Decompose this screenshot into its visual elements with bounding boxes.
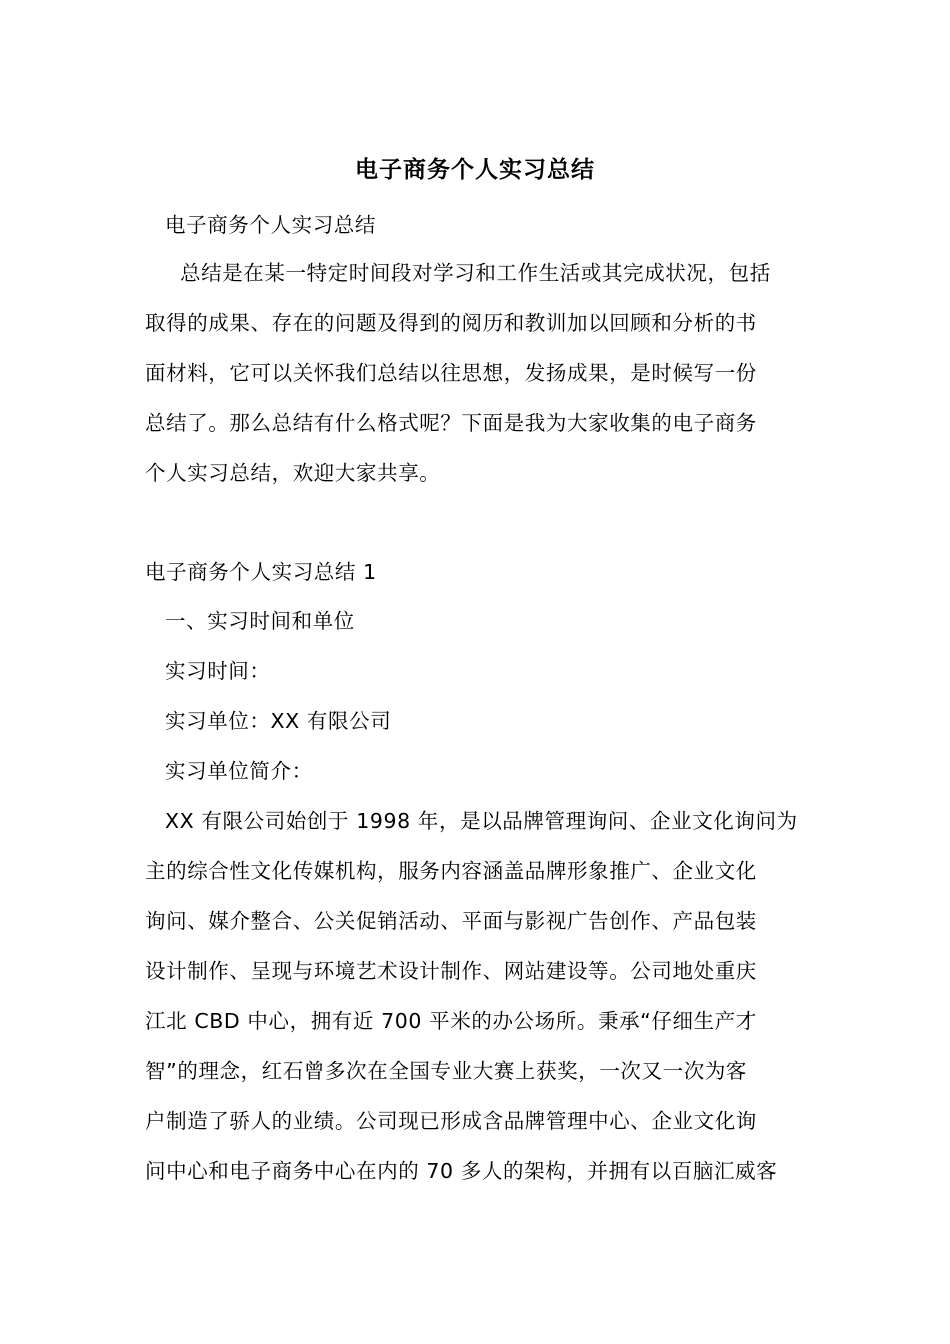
section-heading: 电子商务个人实习总结 1	[145, 560, 377, 584]
internship-time: 实习时间：	[165, 659, 271, 683]
intro-line: 个人实习总结，欢迎大家共享。	[145, 461, 441, 485]
intro-line: 总结了。那么总结有什么格式呢？下面是我为大家收集的电子商务	[145, 411, 757, 435]
body-line: 问中心和电子商务中心在内的 70 多人的架构，并拥有以百脑汇威客	[145, 1159, 778, 1183]
body-line: 智”的理念，红石曾多次在全国专业大赛上获奖，一次又一次为客	[145, 1059, 748, 1083]
body-line: 设计制作、呈现与环境艺术设计制作、网站建设等。公司地处重庆	[145, 959, 757, 983]
body-line: 主的综合性文化传媒机构，服务内容涵盖品牌形象推广、企业文化	[145, 859, 757, 883]
list-item-heading: 一、实习时间和单位	[165, 609, 355, 633]
body-line: 户制造了骄人的业绩。公司现已形成含品牌管理中心、企业文化询	[145, 1109, 757, 1133]
intro-line: 总结是在某一特定时间段对学习和工作生活或其完成状况，包括	[180, 261, 771, 285]
body-line: 江北 CBD 中心，拥有近 700 平米的办公场所。秉承“仔细生产才	[145, 1009, 757, 1033]
document-title: 电子商务个人实习总结	[355, 157, 595, 183]
body-line: 询问、媒介整合、公关促销活动、平面与影视广告创作、产品包装	[145, 909, 757, 933]
body-line: XX 有限公司始创于 1998 年，是以品牌管理询问、企业文化询问为	[165, 809, 798, 833]
intro-line: 取得的成果、存在的问题及得到的阅历和教训加以回顾和分析的书	[145, 311, 757, 335]
intro-line: 面材料，它可以关怀我们总结以往思想，发扬成果，是时候写一份	[145, 361, 757, 385]
unit-intro-label: 实习单位简介：	[165, 759, 313, 783]
internship-unit: 实习单位：XX 有限公司	[165, 709, 392, 733]
document-subtitle: 电子商务个人实习总结	[165, 213, 376, 237]
